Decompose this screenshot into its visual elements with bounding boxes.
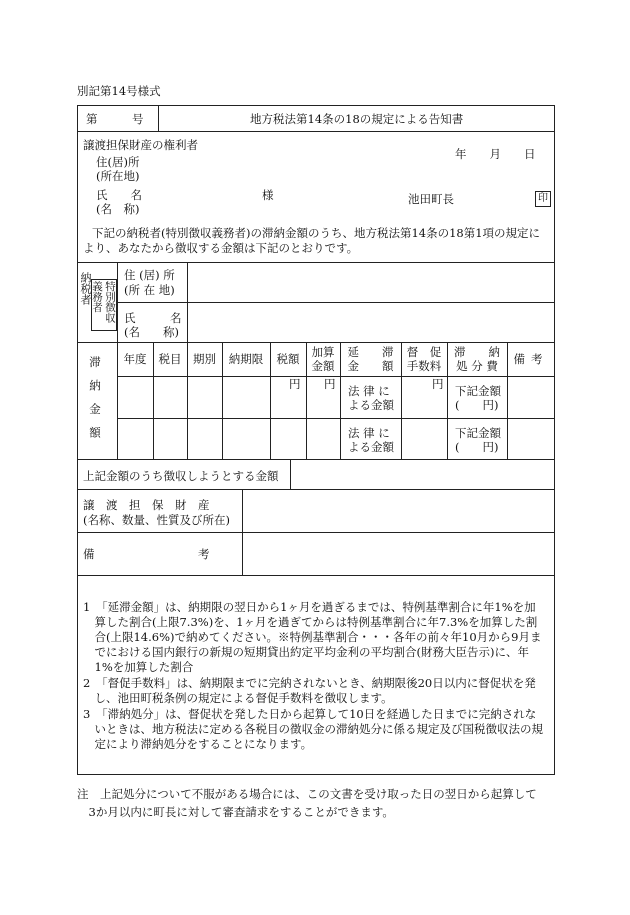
col-additional-top: 加算 xyxy=(311,345,335,359)
col-additional-bottom: 金額 xyxy=(311,359,335,373)
lower-limit-1b: ( 円) xyxy=(455,398,499,412)
intro-line-1: 下記の納税者(特別徴収義務者)の滞納金額のうち、地方税法第14条の18第1項の規定に xyxy=(92,226,541,240)
recipient-name-sub: (名 称) xyxy=(96,202,140,216)
recipient-name-label: 氏 名 xyxy=(96,188,142,202)
taxpayer-label: 納税者 xyxy=(79,272,92,305)
recipient-address-sub: (所在地) xyxy=(96,169,140,183)
honorific: 様 xyxy=(262,188,274,202)
taxpayer-address-label: 住 (居) 所 xyxy=(124,268,175,282)
number-label: 第 号 xyxy=(86,112,144,126)
recipient-address-label: 住(居)所 xyxy=(96,155,140,169)
intro-line-2: より、あなたから徴収する金額は下記のとおりです。 xyxy=(83,241,359,255)
date-label: 年 月 日 xyxy=(455,147,536,161)
document-title: 地方税法第14条の18の規定による告知書 xyxy=(250,112,464,126)
note-line: いときは、地方税法に定める各税目の徴収金の滞納処分に係る規定及び国税徴収法の規 xyxy=(83,722,543,736)
col-remarks: 備考 xyxy=(513,352,549,366)
col-tax-amount: 税額 xyxy=(276,352,300,366)
lower-limit-1a: 下記金額 xyxy=(455,384,501,398)
yen-reminder: 円 xyxy=(432,377,444,391)
lower-limit-2a: 下記金額 xyxy=(455,426,501,440)
note-line: 1 「延滞金額」は、納期限の翌日から1ヶ月を過ぎるまでは、特例基準割合に年1%を加 xyxy=(83,600,536,614)
remarks-label: 備 考 xyxy=(83,547,210,561)
col-period: 期別 xyxy=(193,352,216,366)
law-amount-2a: 法 律 に xyxy=(348,426,390,440)
law-amount-2b: よる金額 xyxy=(348,440,394,454)
property-sub: (名称、数量、性質及び所在) xyxy=(83,513,230,527)
recipient-heading: 譲渡担保財産の権利者 xyxy=(83,138,198,152)
special-collector-label: 特別徴収義務者 xyxy=(91,281,116,323)
col-year: 年度 xyxy=(123,352,147,366)
col-delinquency-top: 延 滞 xyxy=(347,345,394,359)
col-due-date: 納期限 xyxy=(228,352,264,366)
col-disposition-top: 滞 納 xyxy=(454,345,500,359)
arrears-side-label: 滞納金額 xyxy=(88,356,102,450)
yen-tax: 円 xyxy=(289,377,301,391)
law-amount-1a: 法 律 に xyxy=(348,384,390,398)
lower-limit-2b: ( 円) xyxy=(455,440,499,454)
footer-line-1: 注 上記処分について不服がある場合には、この文書を受け取った日の翌日から起算して xyxy=(77,787,537,801)
col-reminder-bottom: 手数料 xyxy=(406,359,442,373)
seal-mark: 印 xyxy=(535,191,551,207)
form-label: 別記第14号様式 xyxy=(77,84,161,98)
law-amount-1b: よる金額 xyxy=(348,398,394,412)
col-disposition-bottom: 処 分 費 xyxy=(456,359,498,373)
note-line: でにおける国内銀行の新規の短期貸出約定平均金利の平均割合(財務大臣告示)に、年 xyxy=(83,645,529,659)
footer-line-2: 3か月以内に町長に対して審査請求をすることができます。 xyxy=(77,805,394,819)
taxpayer-name-label: 氏 名 xyxy=(124,311,182,325)
note-line: 3 「滞納処分」は、督促状を発した日から起算して10日を経過した日までに完納されな xyxy=(83,707,537,721)
note-line: 1%を加算した割合 xyxy=(83,660,194,674)
yen-additional: 円 xyxy=(324,377,336,391)
note-line: 2 「督促手数料」は、納期限までに完納されないとき、納期限後20日以内に督促状を発 xyxy=(83,676,536,690)
note-line: 算した割合(上限7.3%)を、1ヶ月を過ぎてからは特例基準割合に年7.3%を加算した割 xyxy=(83,615,538,629)
note-line: 合(上限14.6%)で納めてください。※特例基準割合・・・各年の前々年10月から9月ま xyxy=(83,630,542,644)
note-line: 定により滞納処分をすることになります。 xyxy=(83,737,313,751)
taxpayer-name-sub: (名 称) xyxy=(124,325,179,339)
col-delinquency-bottom: 金 額 xyxy=(347,359,394,373)
note-line: し、池田町税条例の規定による督促手数料を徴収します。 xyxy=(83,691,393,705)
collect-amount-label: 上記金額のうち徴収しようとする金額 xyxy=(83,469,279,483)
issuer-name: 池田町長 xyxy=(408,192,454,206)
property-label: 譲 渡 担 保 財 産 xyxy=(83,498,210,512)
taxpayer-address-sub: (所 在 地) xyxy=(124,283,175,297)
col-tax-item: 税目 xyxy=(158,352,182,366)
col-reminder-top: 督 促 xyxy=(406,345,442,359)
